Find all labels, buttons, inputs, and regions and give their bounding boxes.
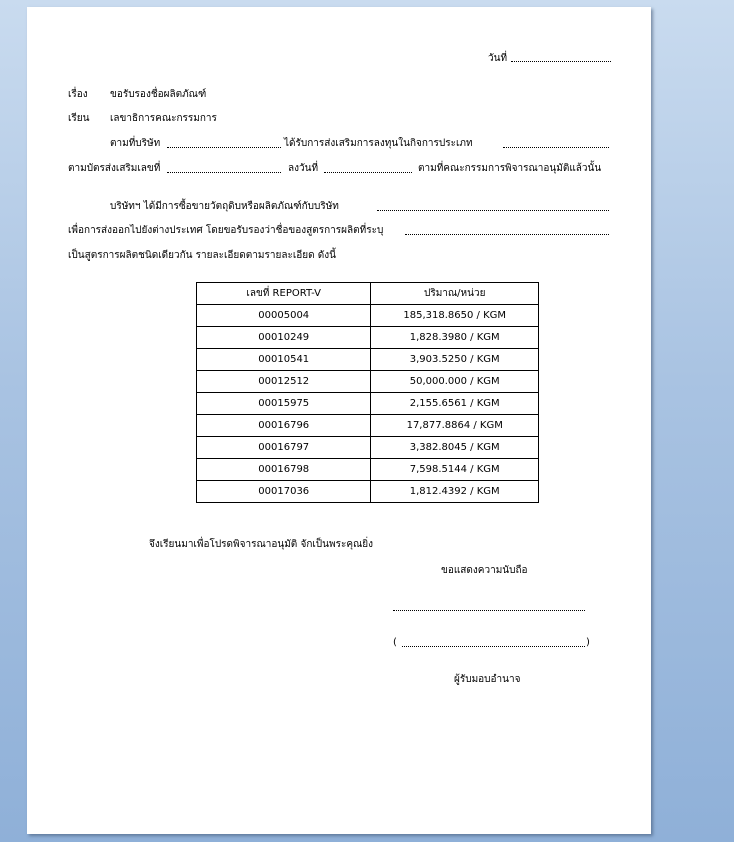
- to-label: เรียน: [68, 113, 90, 124]
- card-no-label: ตามบัตรส่งเสริมเลขที่: [68, 163, 161, 174]
- table-row: [197, 305, 539, 327]
- quantity-cell: 2,155.6561 / KGM: [371, 393, 539, 415]
- closing-text: จึงเรียนมาเพื่อโปรดพิจารณาอนุมัติ จักเป็นพระคุณยิ่ง: [149, 539, 374, 550]
- to-text: เลขาธิการคณะกรรมการ: [110, 113, 217, 124]
- signer-title: ผู้รับมอบอำนาจ: [454, 674, 521, 685]
- paren-open: (: [393, 637, 397, 648]
- quantity-cell: 7,598.5144 / KGM: [371, 459, 539, 481]
- table-row: [197, 349, 539, 371]
- date-label: วันที่: [488, 53, 508, 64]
- report-no-cell: 00005004: [197, 305, 371, 327]
- signer-name-blank: [402, 646, 585, 647]
- approved-text: ตามที่คณะกรรมการพิจารณาอนุมัติแล้วนั้น: [418, 163, 602, 174]
- quantity-cell: 1,812.4392 / KGM: [371, 481, 539, 503]
- table-row: [197, 371, 539, 393]
- company-label: ตามที่บริษัท: [110, 138, 161, 149]
- date-blank: [511, 61, 611, 62]
- table-row: [197, 415, 539, 437]
- partner-company-blank: [377, 210, 609, 211]
- table-row: [197, 481, 539, 503]
- report-no-cell: 00016798: [197, 459, 371, 481]
- table-row: [197, 327, 539, 349]
- subject-text: ขอรับรองชื่อผลิตภัณฑ์: [110, 89, 207, 100]
- report-no-cell: 00017036: [197, 481, 371, 503]
- report-no-cell: 00010541: [197, 349, 371, 371]
- report-no-cell: 00016797: [197, 437, 371, 459]
- report-no-cell: 00015975: [197, 393, 371, 415]
- received-promo-text: ได้รับการส่งเสริมการลงทุนในกิจการประเภท: [284, 138, 473, 149]
- table-header-row: [197, 283, 539, 305]
- quantity-cell: 3,382.8045 / KGM: [371, 437, 539, 459]
- table-row: [197, 437, 539, 459]
- report-no-cell: 00010249: [197, 327, 371, 349]
- business-type-blank: [503, 147, 609, 148]
- signature-line: [393, 610, 585, 611]
- para2-line2: เพื่อการส่งออกไปยังต่างประเทศ โดยขอรับรองว่าชื่อของสูตรการผลิตที่ระบุ: [68, 225, 384, 236]
- quantity-cell: 50,000.000 / KGM: [371, 371, 539, 393]
- report-no-cell: 00016796: [197, 415, 371, 437]
- para2-line1: บริษัทฯ ได้มีการซื้อขายวัตถุดิบหรือผลิตภัณฑ์กับบริษัท: [110, 201, 339, 212]
- header-report-no: เลขที่ REPORT-V: [197, 283, 371, 305]
- dated-blank: [324, 172, 412, 173]
- header-quantity-unit: ปริมาณ/หน่วย: [371, 283, 539, 305]
- card-no-blank: [167, 172, 281, 173]
- quantity-cell: 185,318.8650 / KGM: [371, 305, 539, 327]
- formula-name-blank: [405, 234, 609, 235]
- report-table: [196, 282, 539, 503]
- quantity-cell: 17,877.8864 / KGM: [371, 415, 539, 437]
- paren-close: ): [586, 637, 590, 648]
- table-row: [197, 393, 539, 415]
- quantity-cell: 1,828.3980 / KGM: [371, 327, 539, 349]
- table-row: [197, 459, 539, 481]
- company-blank: [167, 147, 281, 148]
- dated-label: ลงวันที่: [288, 163, 319, 174]
- report-no-cell: 00012512: [197, 371, 371, 393]
- regards-text: ขอแสดงความนับถือ: [441, 565, 528, 576]
- document-page: [27, 7, 651, 834]
- para2-line3: เป็นสูตรการผลิตชนิดเดียวกัน รายละเอียดตามรายละเอียด ดังนี้: [68, 250, 337, 261]
- quantity-cell: 3,903.5250 / KGM: [371, 349, 539, 371]
- subject-label: เรื่อง: [68, 89, 88, 100]
